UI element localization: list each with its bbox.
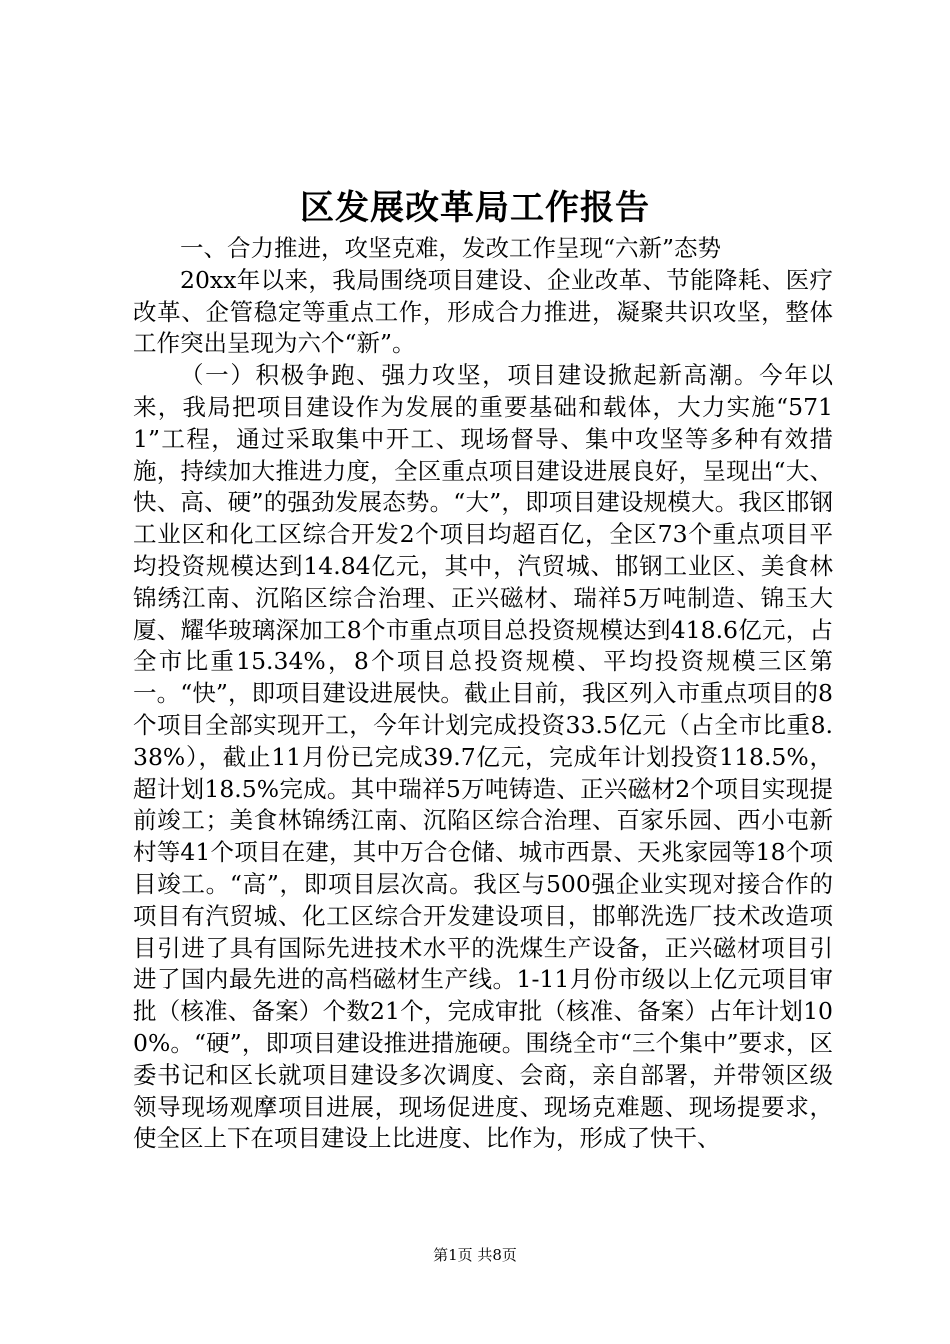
document-body: [133, 233, 833, 1155]
paragraph-project-construction: （一）积极争跑、强力攻坚，项目建设掀起新高潮。今年以来，我局把项目建设作为发展的重要基础和载体，大力实施“5711”工程，通过采取集中开工、现场督导、集中攻坚等多种有效措施，持续加大推进力度，全区重点项目建设进展良好，呈现出“大、快、高、硬”的强劲发展态势。“大”，即项目建设规模大。我区邯钢工业区和化工区综合开发2个项目均超百亿，全区73个重点项目平均投资规模达到14.84亿元，其中，汽贸城、邯钢工业区、美食林锦绣江南、沉陷区综合治理、正兴磁材、瑞祥5万吨制造、锦玉大厦、耀华玻璃深加工8个市重点项目总投资规模达到418.6亿元，占全市比重15.34%，8个项目总投资规模、平均投资规模三区第一。“快”，即项目建设进展快。截止目前，我区列入市重点项目的8个项目全部实现开工，今年计划完成投资33.5亿元（占全市比重8.38%），截止11月份已完成39.7亿元，完成年计划投资118.5%，超计划18.5%完成。其中瑞祥5万吨铸造、正兴磁材2个项目实现提前竣工；美食林锦绣江南、沉陷区综合治理、百家乐园、西小屯新村等41个项目在建，其中万合仓储、城市西景、天兆家园等18个项目竣工。“高”，即项目层次高。我区与500强企业实现对接合作的项目有汽贸城、化工区综合开发建设项目，邯郸洗选厂技术改造项目引进了具有国际先进技术水平的洗煤生产设备，正兴磁材项目引进了国内最先进的高档磁材生产线。1-11月份市级以上亿元项目审批（核准、备案）个数21个，完成审批（核准、备案）占年计划100%。“硬”，即项目建设推进措施硬。围绕全市“三个集中”要求，区委书记和区长就项目建设多次调度、会商，亲自部署，并带领区级领导现场观摩项目进展，现场促进度、现场克难题、现场提要求，使全区上下在项目建设上比进度、比作为，形成了快干、: [133, 361, 833, 1153]
page-footer: 第1页 共8页: [433, 1246, 517, 1264]
document-title: 区发展改革局工作报告: [300, 188, 650, 228]
section-heading: 一、合力推进，攻坚克难，发改工作呈现“六新”态势: [180, 234, 722, 262]
paragraph-intro: 20xx年以来，我局围绕项目建设、企业改革、节能降耗、医疗改革、企管稳定等重点工作，形成合力推进，凝聚共识攻坚，整体工作突出呈现为六个“新”。: [133, 265, 833, 358]
